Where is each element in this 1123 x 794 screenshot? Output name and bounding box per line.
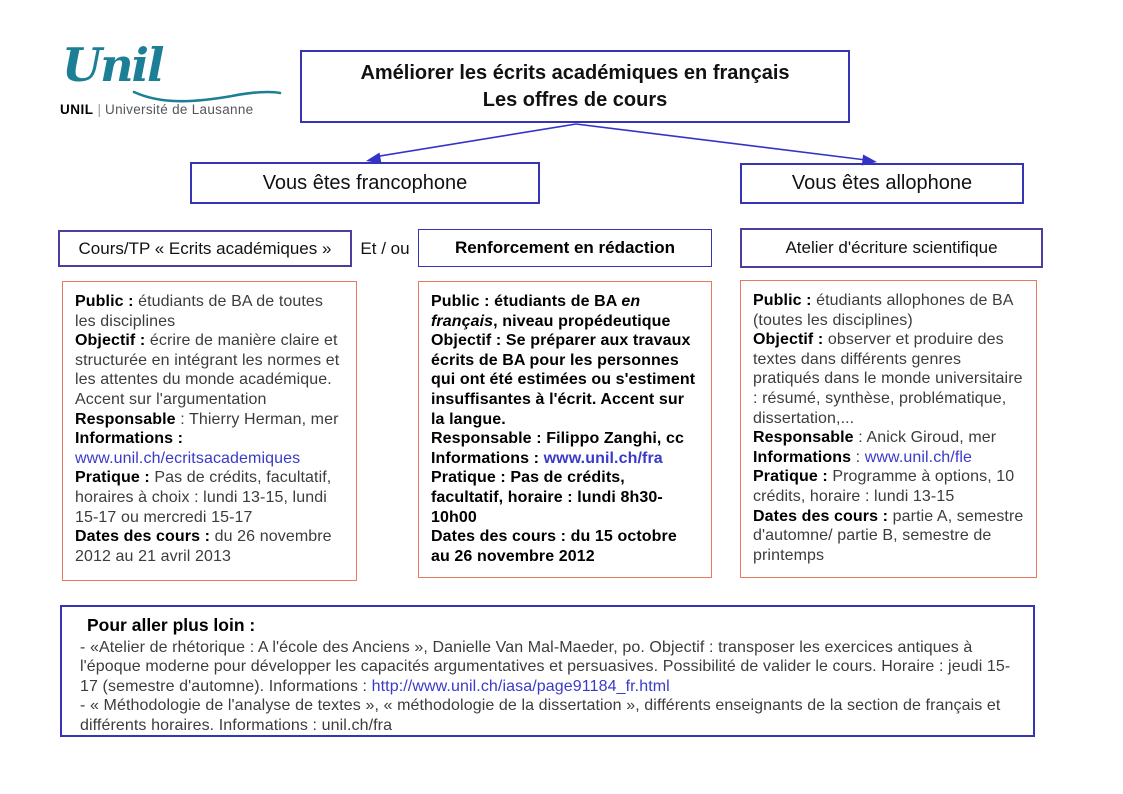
branch-francophone: [190, 162, 540, 204]
text-segment: Informations :: [75, 430, 184, 448]
footer-body: [80, 638, 1017, 735]
text-segment: - « Méthodologie de l'analyse de textes », « méthodologie de la dissertation », différents enseignants de la section de français et différents horaires. Informations : unil.ch/fra: [80, 697, 1001, 734]
course-header-label: Atelier d'écriture scientifique: [785, 238, 998, 257]
course-details-ecrits-academiques: [62, 281, 357, 581]
text-segment: Pratique :: [75, 469, 155, 487]
logo-org-abbrev: UNIL: [60, 102, 94, 117]
connector-et-ou: Et / ou: [360, 238, 410, 258]
course-header-renforcement: [418, 229, 712, 267]
text-segment: Informations: [431, 449, 530, 467]
course-details-renforcement: [418, 281, 712, 578]
title-line-2: Les offres de cours: [482, 88, 668, 111]
text-segment: :: [529, 449, 544, 467]
text-segment: en français: [431, 293, 641, 330]
text-segment: Public :: [75, 293, 139, 310]
title-box: [300, 50, 850, 123]
text-segment: Pas de crédits, facultatif, horaire : lundi 8h30-10h00: [431, 469, 663, 526]
text-segment: - «Atelier de rhétorique : A l'école des Anciens », Danielle Van Mal-Maeder, po. Objectif : transposer les exercices antiques à l'époque moderne pour développer les capacités argumentatives et persuasives. Possibilité de valider le cours. Horaire : jeudi 15-17 (semestre d'automne). Informations :: [80, 639, 1011, 695]
text-segment: :: [851, 448, 865, 466]
text-segment: Pratique :: [753, 468, 833, 486]
text-segment: du 15 octobre au 26 novembre 2012: [431, 528, 677, 565]
text-segment: étudiants de BA: [494, 293, 622, 310]
text-segment: Objectif :: [753, 331, 828, 349]
text-segment: Responsable: [75, 410, 176, 428]
hyperlink[interactable]: www.unil.ch/fra: [543, 449, 663, 467]
hyperlink[interactable]: www.unil.ch/ecritsacademiques: [75, 449, 301, 467]
text-segment: Objectif :: [431, 332, 506, 350]
text-segment: Objectif :: [75, 332, 150, 350]
logo-orgline: [60, 102, 253, 117]
text-segment: étudiants allophones de BA (toutes les disciplines): [753, 292, 1013, 329]
text-segment: Se préparer aux travaux écrits de BA pour les personnes qui ont été estimées ou s'estiment insuffisantes à l'écrit. Accent sur la langue.: [431, 332, 696, 428]
text-segment: Public :: [431, 293, 495, 310]
arrow-right-icon: [576, 124, 877, 166]
text-segment: Dates des cours :: [753, 507, 893, 525]
branch-allophone-label: Vous êtes allophone: [791, 172, 973, 194]
text-segment: : Anick Giroud, mer: [853, 429, 997, 447]
hyperlink[interactable]: www.unil.ch/fle: [864, 448, 973, 466]
text-segment: Pratique :: [431, 469, 511, 487]
course-header-ecrits-academiques: [58, 230, 352, 267]
text-segment: Dates des cours :: [431, 528, 571, 546]
text-segment: partie A, semestre d'automne/ partie B, semestre de printemps: [753, 507, 1024, 564]
footer-box: [60, 605, 1035, 737]
text-segment: , niveau propédeutique: [493, 312, 671, 330]
text-segment: observer et produire des textes dans différents genres pratiqués dans le monde universitaire : résumé, synthèse, problématique, dissertation,...: [753, 331, 1023, 427]
hyperlink[interactable]: http://www.unil.ch/iasa/page91184_fr.html: [371, 677, 670, 695]
arrow-left-icon: [366, 124, 576, 164]
logo-org-separator: |: [97, 102, 102, 117]
text-segment: Informations: [753, 448, 852, 466]
text-segment: Public :: [753, 292, 817, 309]
course-details-atelier: [740, 280, 1037, 578]
footer-title: Pour aller plus loin :: [87, 615, 256, 635]
course-header-label: Cours/TP « Ecrits académiques »: [78, 238, 332, 258]
unil-wordmark: Unil: [62, 38, 163, 92]
text-segment: Responsable: [753, 429, 854, 447]
text-segment: : Filippo Zanghi, cc: [531, 430, 685, 448]
text-segment: : Thierry Herman, mer: [175, 410, 339, 428]
text-segment: Programme à options, 10 crédits, horaire : lundi 13-15: [753, 468, 1015, 505]
branch-allophone: [740, 163, 1024, 204]
unil-logo: [60, 38, 320, 124]
text-segment: écrire de manière claire et structurée en intégrant les normes et les attentes du monde académique. Accent sur l'argumentation: [75, 332, 340, 408]
branch-francophone-label: Vous êtes francophone: [262, 171, 468, 194]
course-header-label: Renforcement en rédaction: [454, 238, 676, 257]
text-segment: étudiants de BA de toutes les disciplines: [75, 293, 323, 330]
text-segment: Responsable: [431, 430, 532, 448]
text-segment: du 26 novembre 2012 au 21 avril 2013: [75, 528, 332, 565]
text-segment: Pas de crédits, facultatif, horaires à choix : lundi 13-15, lundi 15-17 ou mercredi 15-17: [75, 469, 332, 526]
title-line-1: Améliorer les écrits académiques en français: [360, 61, 790, 84]
logo-org-name: Université de Lausanne: [105, 102, 254, 117]
text-segment: Dates des cours :: [75, 528, 215, 546]
course-header-atelier: [740, 228, 1043, 268]
